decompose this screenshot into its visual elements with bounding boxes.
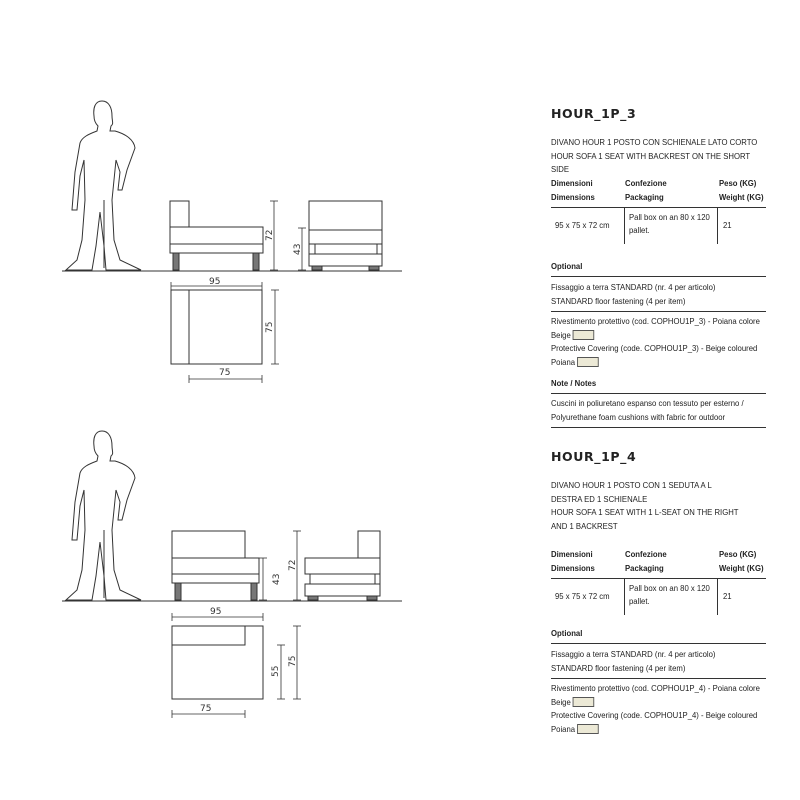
weight-value: 21 <box>723 220 732 230</box>
packaging-value: Pall box on an 80 x 120 pallet. <box>629 583 710 606</box>
cover-en-color: Poiana <box>551 723 576 734</box>
width-label: 95 <box>210 607 222 617</box>
spec-table <box>551 176 766 246</box>
depth-label: 75 <box>288 655 298 667</box>
notes-en: Polyurethane foam cushions with fabric for outdoor <box>551 411 726 422</box>
cover-en: Protective Covering (code. COPHOU1P_3) - Beige coloured <box>551 343 758 353</box>
fastening-en: STANDARD floor fastening (4 per item) <box>551 295 686 306</box>
product-description <box>551 136 765 177</box>
header-en: Dimensions <box>551 563 595 573</box>
side-view-2 <box>172 531 259 600</box>
header-en: Weight (KG) <box>719 192 764 202</box>
weight-value: 21 <box>723 591 732 601</box>
cover-it: Rivestimento protettivo (cod. COPHOU1P_4) - Poiana colore <box>551 683 760 693</box>
beige-swatch <box>577 357 599 367</box>
floor-fastening <box>551 281 765 308</box>
top-view-1 <box>171 290 262 364</box>
human-silhouette <box>66 101 141 270</box>
header-it: Confezione <box>625 549 667 559</box>
weight-header <box>719 547 764 575</box>
top-view-2 <box>172 626 263 699</box>
cover-it-color: Beige <box>551 696 571 707</box>
description-it: DIVANO HOUR 1 POSTO CON 1 SEDUTA A L DESTRA ED 1 SCHIENALE <box>551 480 712 504</box>
notes-label: Note / Notes <box>551 378 597 388</box>
beige-swatch <box>573 330 595 340</box>
dimensions-value: 95 x 75 x 72 cm <box>555 591 610 601</box>
product-code: HOUR_1P_4 <box>551 449 637 464</box>
side-view-1 <box>170 201 263 270</box>
notes-it: Cuscini in poliuretano espanso con tessuto per esterno / <box>551 398 744 408</box>
optional-label: Optional <box>551 628 583 638</box>
header-it: Dimensioni <box>551 549 593 559</box>
description-it: DIVANO HOUR 1 POSTO CON SCHIENALE LATO CORTO <box>551 137 758 147</box>
depth-bottom-label: 75 <box>219 368 231 378</box>
floor-fastening <box>551 648 765 675</box>
header-en: Packaging <box>625 563 664 573</box>
header-it: Confezione <box>625 178 667 188</box>
product-code: HOUR_1P_3 <box>551 106 637 121</box>
header-it: Dimensioni <box>551 178 593 188</box>
header-en: Weight (KG) <box>719 563 764 573</box>
front-view-2 <box>305 531 380 600</box>
description-en: HOUR SOFA 1 SEAT WITH BACKREST ON THE SHORT SIDE <box>551 150 750 174</box>
depth-label: 75 <box>265 321 275 333</box>
height-label: 72 <box>288 559 298 571</box>
beige-swatch <box>573 697 595 707</box>
notes <box>551 397 765 424</box>
optional-label: Optional <box>551 261 583 271</box>
width-label: 95 <box>209 277 221 287</box>
header-it: Peso (KG) <box>719 178 757 188</box>
packaging-value: Pall box on an 80 x 120 pallet. <box>629 212 710 235</box>
dimensions-value: 95 x 75 x 72 cm <box>555 220 610 230</box>
weight-header <box>719 176 764 204</box>
inner-depth-label: 55 <box>271 665 281 677</box>
spec-table <box>551 547 766 617</box>
description-en: HOUR SOFA 1 SEAT WITH 1 L-SEAT ON THE RIGHT AND 1 BACKREST <box>551 507 739 531</box>
product-panel-2 <box>551 449 766 749</box>
cover-it-color: Beige <box>551 329 571 340</box>
product-panel-1 <box>551 106 766 436</box>
fastening-it: Fissaggio a terra STANDARD (nr. 4 per articolo) <box>551 282 716 292</box>
packaging-header <box>625 176 667 204</box>
product-description <box>551 479 745 533</box>
cover-it: Rivestimento protettivo (cod. COPHOU1P_3) - Poiana colore <box>551 316 760 326</box>
dimensions-header <box>551 176 595 204</box>
fastening-it: Fissaggio a terra STANDARD (nr. 4 per articolo) <box>551 649 716 659</box>
protective-covering <box>551 315 765 369</box>
header-en: Dimensions <box>551 192 595 202</box>
fastening-en: STANDARD floor fastening (4 per item) <box>551 662 686 673</box>
height-label: 72 <box>265 229 275 241</box>
cover-en: Protective Covering (code. COPHOU1P_4) - Beige coloured <box>551 710 758 720</box>
seat-height-label: 43 <box>272 573 282 585</box>
beige-swatch <box>577 724 599 734</box>
human-silhouette <box>66 431 141 600</box>
dimensions-header <box>551 547 595 575</box>
header-en: Packaging <box>625 192 664 202</box>
cover-en-color: Poiana <box>551 356 576 367</box>
header-it: Peso (KG) <box>719 549 757 559</box>
depth-bottom-label: 75 <box>200 704 212 714</box>
seat-height-label: 43 <box>293 243 303 255</box>
protective-covering <box>551 682 765 736</box>
packaging-header <box>625 547 667 575</box>
